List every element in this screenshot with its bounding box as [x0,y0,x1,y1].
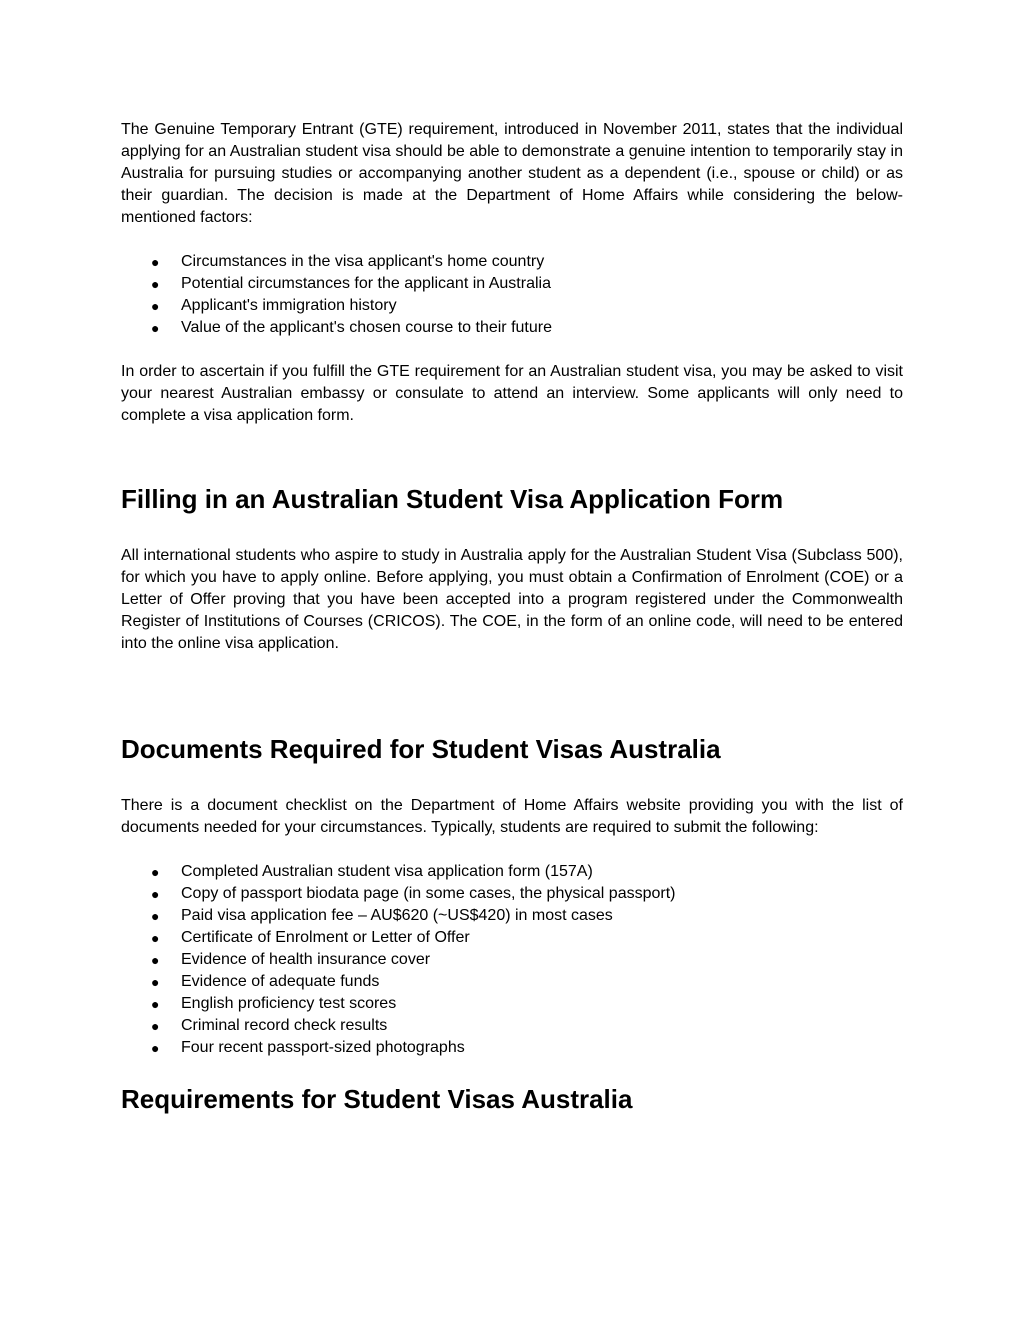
requirements-heading: Requirements for Student Visas Australia [121,1084,633,1114]
gte-followup-paragraph: In order to ascertain if you fulfill the GTE requirement for an Australian student visa, you may be asked to visit your nearest Australian embassy or consulate to attend an interview. Some applicants will only need to complete a visa application form. [121,363,903,424]
bullet-icon: ● [151,298,160,314]
documents-heading: Documents Required for Student Visas Australia [121,734,721,764]
bullet-icon: ● [151,952,160,968]
gte-intro-paragraph: The Genuine Temporary Entrant (GTE) requirement, introduced in November 2011, states that the individual applying for an Australian student visa should be able to demonstrate a genuine intention to temporarily stay in Australia for pursuing studies or accompanying another student as a dependent (i.e., spouse or child) or as their guardian. The decision is made at the Department of Home Affairs while considering the below-mentioned factors: [121,121,903,226]
list-item: ● Criminal record check results [121,1015,903,1037]
list-item: ● Applicant's immigration history [121,295,903,317]
list-item: ● Potential circumstances for the applicant in Australia [121,273,903,295]
list-item: ● Four recent passport-sized photographs [121,1037,903,1059]
gte-factors-list [121,251,903,339]
bullet-icon: ● [151,886,160,902]
list-item: ● English proficiency test scores [121,993,903,1015]
list-item: ● Evidence of adequate funds [121,971,903,993]
list-item: ● Completed Australian student visa application form (157A) [121,861,903,883]
list-item: ● Value of the applicant's chosen course to their future [121,317,903,339]
list-item: ● Evidence of health insurance cover [121,949,903,971]
list-item: ● Circumstances in the visa applicant's home country [121,251,903,273]
list-item: ● Copy of passport biodata page (in some cases, the physical passport) [121,883,903,905]
bullet-icon: ● [151,1040,160,1056]
bullet-icon: ● [151,320,160,336]
bullet-icon: ● [151,996,160,1012]
application-form-heading: Filling in an Australian Student Visa Application Form [121,484,784,514]
bullet-icon: ● [151,864,160,880]
documents-paragraph: There is a document checklist on the Department of Home Affairs website providing you with the list of documents needed for your circumstances. Typically, students are required to submit the following: [121,797,903,836]
list-item: ● Paid visa application fee – AU$620 (~US$420) in most cases [121,905,903,927]
bullet-icon: ● [151,974,160,990]
application-form-paragraph: All international students who aspire to study in Australia apply for the Australian Student Visa (Subclass 500), for which you have to apply online. Before applying, you must obtain a Confirmation of Enrolment (COE) or a Letter of Offer proving that you have been accepted into a program registered under the Commonwealth Register of Institutions of Courses (CRICOS). The COE, in the form of an online code, will need to be entered into the online visa application. [121,547,903,652]
documents-list [121,861,903,1059]
bullet-icon: ● [151,254,160,270]
list-item: ● Certificate of Enrolment or Letter of Offer [121,927,903,949]
bullet-icon: ● [151,276,160,292]
bullet-icon: ● [151,1018,160,1034]
bullet-icon: ● [151,930,160,946]
bullet-icon: ● [151,908,160,924]
document-page [121,119,903,1115]
